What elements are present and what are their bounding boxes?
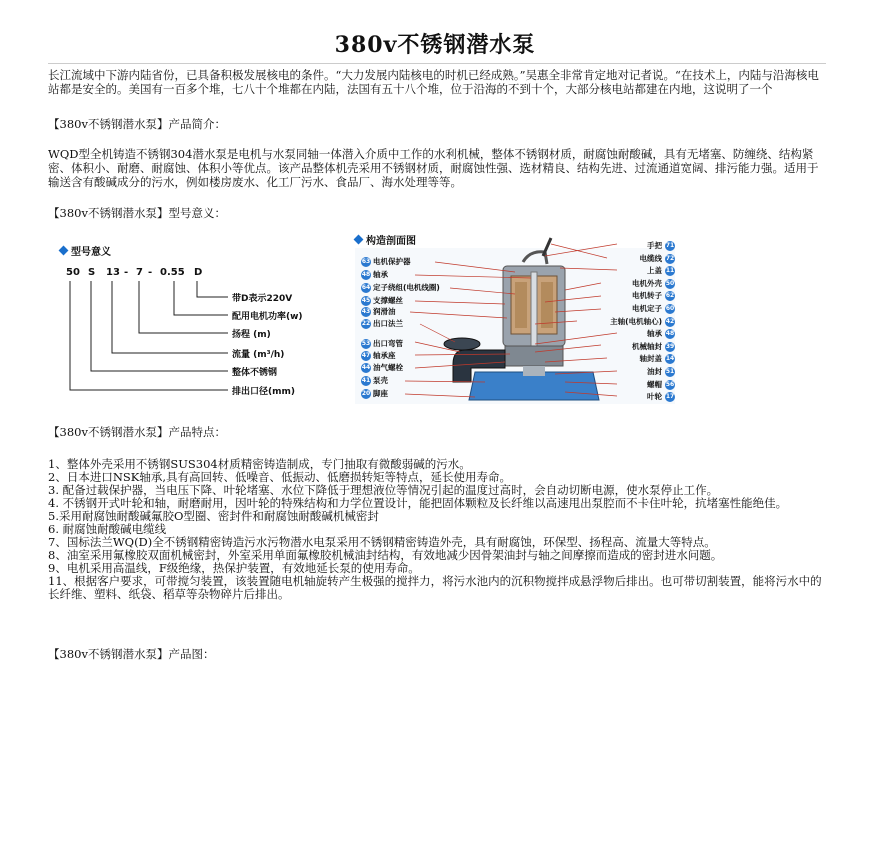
part-number-badge: 43: [361, 308, 371, 315]
section-diagram: [355, 232, 675, 404]
section-left-label: [361, 375, 388, 386]
model-label: 配用电机功率(w): [232, 312, 303, 322]
part-number-badge: 62: [665, 292, 675, 300]
model-heading: 【380v不锈钢潜水泵】型号意义：: [48, 206, 226, 220]
model-label: 排出口径(mm): [232, 387, 295, 397]
part-number-badge: 48: [361, 271, 371, 278]
part-number-badge: 39: [665, 342, 675, 350]
part-number-badge: 41: [361, 377, 371, 384]
section-left-label: [361, 338, 403, 349]
part-number-badge: 22: [361, 320, 371, 327]
feature-item: 7、国标法兰WQ(D)全不锈钢精密铸造污水污物潜水电泵采用不锈钢精密铸造外壳，具有耐腐蚀，环保型、扬程高、流量大等特点。: [48, 535, 716, 549]
features-list: [48, 458, 826, 601]
description-paragraph: WQD型全机铸造不锈钢304潜水泵是电机与水泵同轴一体潜入介质中工作的水利机械，整体不锈钢材质，耐腐蚀耐酸碱，具有无堵塞、防缠绕、结构紧密、体积小、耐磨、耐腐蚀、体积小等优点。该产品整体机壳采用不锈钢材质，耐腐蚀性强、选材精良、结构先进、过流通道宽阔、排污能力强。适用于输送含有酸碱成分的污水，例如楼房废水、化工厂污水、食品厂、海水处理等等。: [48, 147, 819, 189]
section-right-label: [647, 379, 675, 390]
section-right-label: [632, 290, 675, 301]
title-divider: [48, 63, 826, 64]
feature-item: 11、根据客户要求，可带搅匀装置，该装置随电机轴旋转产生极强的搅拌力，将污水池内的沉积物搅拌成悬浮物后排出。也可带切割装置，能将污水中的长纤维、塑料、纸袋、稻草等杂物碎片后排出。: [48, 574, 822, 601]
part-number-badge: 47: [361, 352, 371, 359]
part-name: 轴承座: [373, 351, 396, 360]
images-heading: 【380v不锈钢潜水泵】产品图：: [48, 647, 215, 661]
part-name: 电机定子: [632, 304, 662, 313]
code-part: 13: [106, 267, 120, 278]
part-number-badge: 53: [361, 340, 371, 347]
part-number-badge: 63: [361, 258, 371, 265]
part-name: 机械轴封: [632, 341, 662, 351]
intro-heading: 【380v不锈钢潜水泵】产品简介：: [48, 117, 226, 131]
part-number-badge: 60: [665, 305, 675, 312]
model-bracket-lines: [60, 243, 350, 403]
part-name: 轴封盖: [639, 354, 662, 364]
part-name: 支撑螺丝: [373, 296, 403, 305]
model-label: 整体不锈钢: [232, 368, 278, 378]
model-label: 带D表示220V: [232, 294, 293, 304]
features-heading: 【380v不锈钢潜水泵】产品特点：: [48, 425, 226, 439]
section-left-label: [361, 350, 396, 361]
model-diagram-title: 型号意义: [60, 243, 111, 258]
part-number-badge: 20: [361, 390, 371, 397]
part-name: 螺帽: [647, 379, 662, 389]
part-number-badge: 48: [665, 330, 675, 338]
feature-item: 1、整体外壳采用不锈钢SUS304材质精密铸造制成，专门抽取有微酸弱碱的污水。: [48, 457, 471, 471]
code-part: S: [88, 267, 96, 278]
section-left-label: [361, 282, 440, 293]
section-left-label: [361, 362, 403, 373]
feature-item: 8、油室采用氟橡胶双面机械密封，外室采用单面氟橡胶机械油封结构，有效地减少因骨架油封与轴之间摩擦而造成的密封进水问题。: [48, 548, 723, 562]
section-right-label: [647, 328, 675, 339]
part-number-badge: 44: [361, 364, 371, 371]
section-diagram-title: 构造剖面图: [355, 232, 416, 247]
part-name: 出口法兰: [373, 319, 403, 328]
code-part: -: [148, 267, 153, 278]
part-name: 润滑油: [373, 307, 396, 316]
part-name: 主轴(电机轴心): [610, 316, 662, 326]
code-part: -: [124, 267, 129, 278]
part-name: 轴承: [373, 270, 388, 279]
part-number-badge: 72: [665, 254, 675, 262]
part-number-badge: 71: [665, 242, 675, 249]
part-name: 上盖: [647, 266, 662, 276]
part-number-badge: 14: [665, 355, 675, 363]
section-right-label: [647, 240, 675, 251]
section-right-label: [640, 253, 676, 264]
part-number-badge: 45: [361, 297, 371, 304]
feature-item: 2、日本进口NSK轴承,具有高回转、低噪音、低振动、低磨损转矩等特点，延长使用寿命。: [48, 470, 511, 484]
part-number-badge: 64: [361, 284, 371, 291]
part-number-badge: 11: [665, 267, 675, 275]
code-part: 50: [66, 267, 80, 278]
feature-item: 6. 耐腐蚀耐酸碱电缆线: [48, 522, 167, 536]
part-number-badge: 51: [665, 368, 675, 375]
section-right-label: [632, 303, 675, 314]
section-left-label: [361, 269, 388, 280]
feature-item: 3. 配备过载保护器，当电压下降、叶轮堵塞、水位下降低于理想液位等情况引起的温度过高时，会自动切断电源，使水泵停止工作。: [48, 483, 719, 497]
part-number-badge: 17: [665, 393, 675, 401]
part-number-badge: 50: [665, 279, 675, 287]
part-name: 电缆线: [639, 253, 662, 263]
model-meaning-diagram: [60, 243, 350, 403]
section-right-label: [647, 265, 675, 276]
model-label: 扬程 (m): [232, 330, 271, 340]
part-name: 轴承: [647, 329, 662, 339]
feature-item: 5.采用耐腐蚀耐酸碱氟胶O型圈、密封件和耐腐蚀耐酸碱机械密封: [48, 509, 379, 523]
intro-paragraph: 长江流域中下游内陆省份，已具备积极发展核电的条件。“大力发展内陆核电的时机已经成熟。”吴惠全非常肯定地对记者说。“在技术上，内陆与沿海核电站都是安全的。美国有一百多个堆，七八十个堆都在内陆，法国有五十八个堆，位于沿海的不到十个，大部分核电站都建在内地，这说明了一个: [48, 68, 819, 96]
code-part: D: [194, 267, 203, 278]
section-right-label: [647, 391, 675, 402]
section-left-label: [361, 295, 403, 306]
section-left-label: [361, 256, 411, 267]
part-name: 电机保护器: [373, 257, 411, 266]
section-left-label: [361, 306, 396, 317]
model-label: 流量 (m³/h): [232, 350, 285, 360]
part-name: 电机转子: [632, 291, 662, 301]
part-name: 脚座: [373, 389, 388, 398]
feature-item: 9、电机采用高温线，F级绝缘，热保护装置，有效地延长泵的使用寿命。: [48, 561, 420, 575]
part-name: 出口弯管: [373, 339, 403, 348]
part-number-badge: 42: [665, 317, 675, 325]
part-name: 叶轮: [647, 392, 662, 402]
part-name: 定子绕组(电机线圈): [373, 283, 440, 292]
part-name: 电机外壳: [632, 278, 662, 288]
code-part: 7: [136, 267, 143, 278]
section-right-label: [610, 316, 675, 327]
page-title: 380v不锈钢潜水泵: [334, 32, 536, 58]
section-right-label: [632, 278, 675, 289]
part-name: 泵壳: [373, 376, 388, 385]
part-name: 油封: [647, 367, 662, 376]
code-part: 0.55: [160, 267, 185, 278]
section-left-label: [361, 318, 403, 329]
section-right-label: [647, 366, 675, 377]
part-number-badge: 56: [665, 380, 675, 388]
part-name: 油气螺栓: [373, 363, 403, 372]
section-left-label: [361, 388, 388, 399]
section-right-label: [632, 341, 675, 352]
feature-item: 4. 不锈钢开式叶轮和轴，耐磨耐用，因叶轮的特殊结构和力学位置设计，能把固体颗粒及长纤维以高速甩出泵腔而不卡住叶轮，抗堵塞性能绝佳。: [48, 496, 788, 510]
part-name: 手把: [647, 241, 662, 250]
section-right-label: [640, 353, 676, 364]
